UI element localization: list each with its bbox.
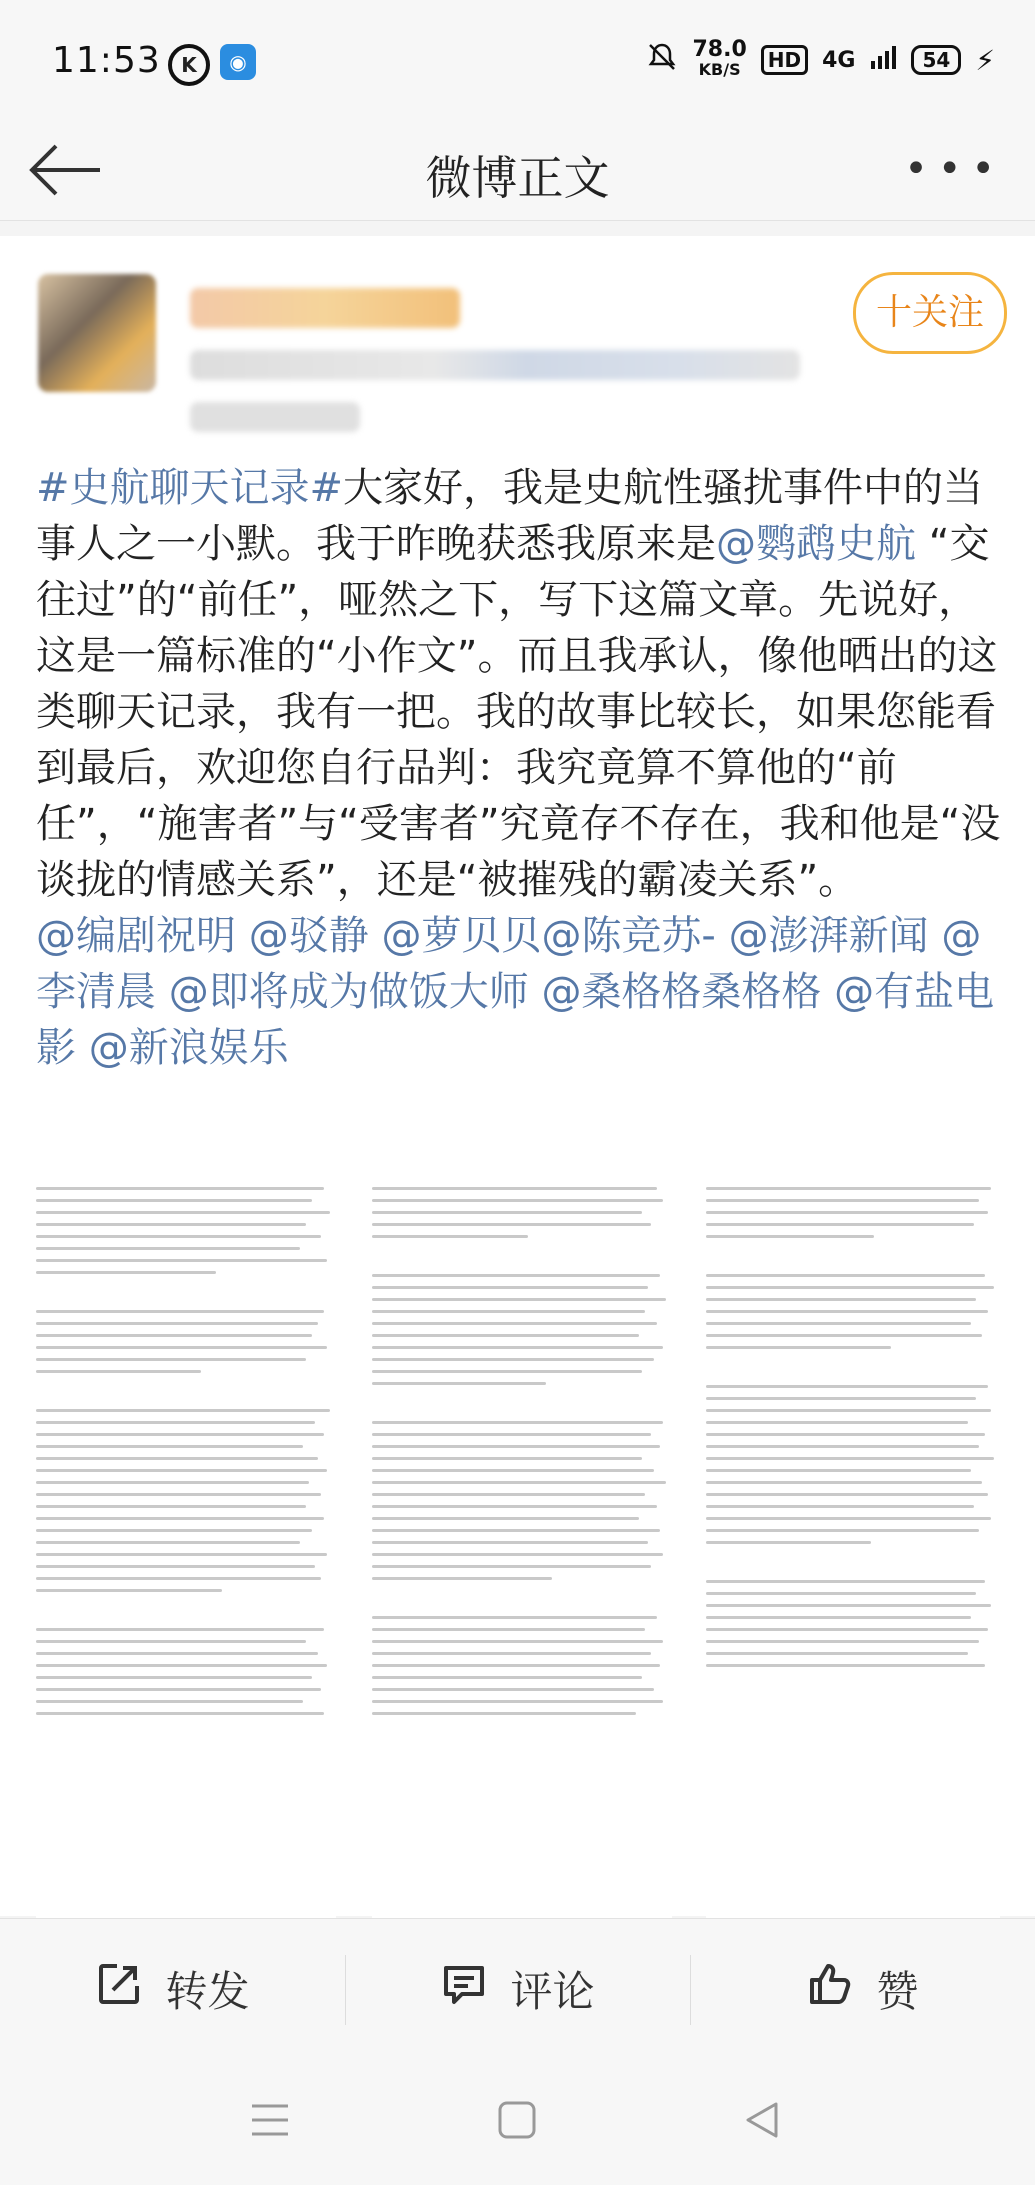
network-speed [692, 37, 747, 80]
home-icon[interactable] [497, 2100, 537, 2144]
battery-level: 54 [911, 45, 961, 75]
hd-badge: HD [761, 45, 808, 75]
mention-link[interactable]: @陈竞苏- [541, 913, 716, 959]
repost-label: 转发 [165, 1967, 250, 2016]
comment-icon [440, 1960, 488, 2018]
attached-document-image-2[interactable] [372, 1178, 672, 1978]
post-time-blurred [190, 402, 360, 432]
mention-link[interactable]: @新浪娱乐 [88, 1025, 289, 1071]
user-meta-blurred [190, 350, 800, 380]
like-button[interactable] [690, 1919, 1035, 2059]
menu-icon[interactable] [250, 2102, 290, 2142]
post-text-part-1: 大家好，我是史航性骚扰事件中的当事人之一小默。我于昨晚获悉我原来是 [36, 465, 984, 567]
back-triangle-icon[interactable] [742, 2100, 782, 2144]
mention-link[interactable]: @澎湃新闻 [728, 913, 929, 959]
mention-link[interactable]: @驳静 [248, 913, 369, 959]
status-right-group [646, 37, 995, 80]
mention-list [36, 913, 994, 1071]
like-label: 赞 [876, 1967, 919, 2016]
mute-bell-icon [646, 41, 678, 79]
hashtag-link[interactable]: #史航聊天记录# [36, 465, 344, 511]
mention-link[interactable]: @编剧祝明 [36, 913, 236, 959]
k-app-icon: K [168, 44, 210, 86]
mention-link[interactable]: @桑格格桑格格 [541, 969, 822, 1015]
page-title: 微博正文 [425, 151, 610, 205]
android-app-icon: ◉ [220, 44, 256, 80]
mention-shihang-link[interactable]: @鹦鹉史航 [716, 521, 916, 567]
post-text [36, 460, 1002, 1076]
mention-link[interactable]: @有盐电影 [36, 969, 995, 1071]
username-blurred[interactable] [190, 288, 460, 328]
speed-value: 78.0 [692, 37, 747, 62]
thumbs-up-icon [806, 1960, 854, 2018]
post-text-part-2: “交往过”的“前任”，哑然之下，写下这篇文章。先说好，这是一篇标准的“小作文”。而且我承认，像他晒出的这类聊天记录，我有一把。我的故事比较长，如果您能看到最后，欢迎您自行品判：我究竟算不算他的“前任”，“施害者”与“受害者”究竟存不存在，我和他是“没谈拢的情感关系”，还是“被摧残的霸凌关系”。 [36, 521, 1001, 903]
status-bar [0, 0, 1035, 120]
charging-icon: ⚡ [975, 43, 995, 77]
comment-button[interactable] [345, 1919, 690, 2059]
attached-document-image-1[interactable] [36, 1178, 336, 1978]
network-type: 4G [822, 47, 856, 73]
avatar[interactable] [38, 274, 156, 392]
speed-unit: KB/S [698, 60, 741, 79]
signal-icon [869, 43, 897, 77]
mention-link[interactable]: @即将成为做饭大师 [168, 969, 529, 1015]
mention-link[interactable]: @萝贝贝 [381, 913, 542, 959]
repost-button[interactable] [0, 1919, 345, 2059]
system-nav-bar [0, 2058, 1035, 2185]
attached-document-image-3[interactable] [706, 1178, 1000, 1978]
comment-label: 评论 [510, 1967, 595, 2016]
follow-button[interactable]: 十关注 [853, 272, 1007, 354]
mention-link[interactable]: @李清晨 [36, 913, 982, 1015]
status-time: 11:53 [52, 40, 161, 81]
post-action-bar [0, 1918, 1035, 2059]
repost-icon [95, 1960, 143, 2018]
more-options-icon[interactable]: ••• [904, 146, 1005, 192]
top-nav-bar [0, 120, 1035, 221]
